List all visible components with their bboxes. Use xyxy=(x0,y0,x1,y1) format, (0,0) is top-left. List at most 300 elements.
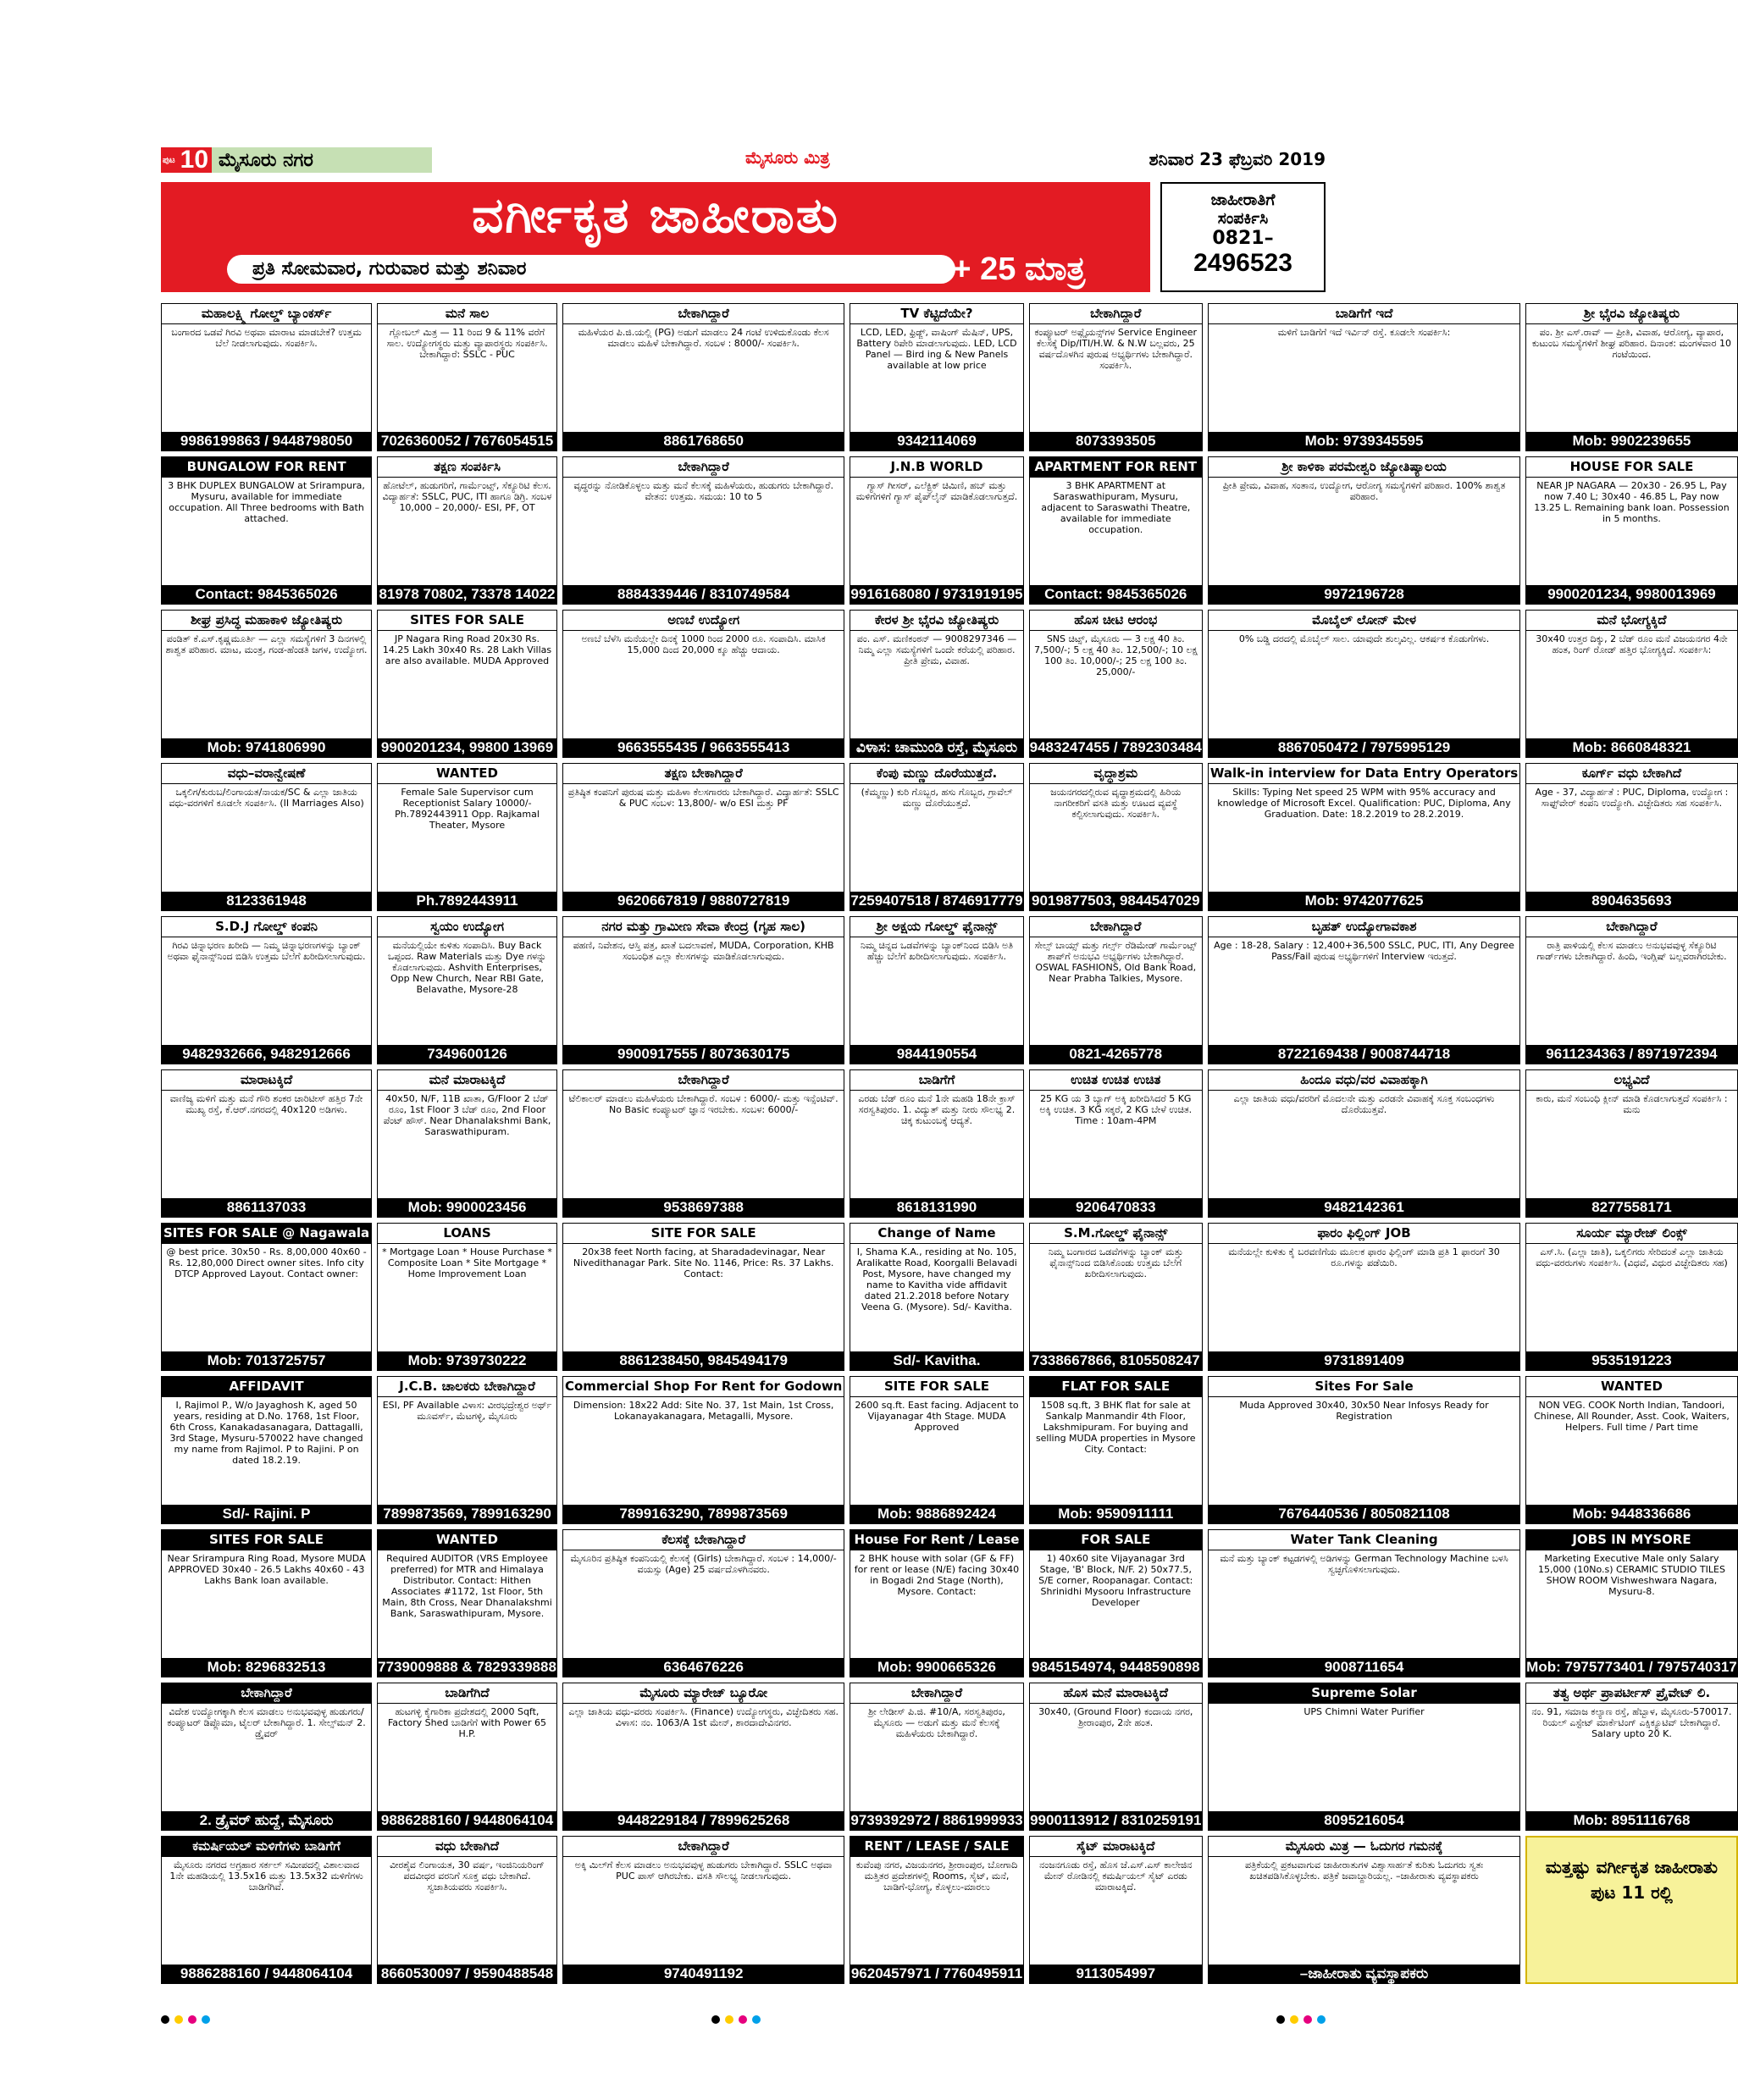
ad-title: SITE FOR SALE xyxy=(563,1224,844,1244)
ad-phone: 9620457971 / 7760495911 xyxy=(850,1965,1023,1981)
ad-title: ಬೃಹತ್ ಉದ್ಯೋಗಾವಕಾಶ xyxy=(1209,917,1519,937)
ad-phone: 6364676226 xyxy=(563,1658,844,1677)
ad-title: ಉಚಿತ ಉಚಿತ ಉಚಿತ xyxy=(1030,1070,1202,1091)
classified-ad xyxy=(1029,763,1203,911)
ad-phone: 9900113912 / 8310259191 xyxy=(1030,1812,1202,1828)
ad-phone: 9886288160 / 9448064104 xyxy=(162,1965,371,1983)
classified-ad xyxy=(1208,303,1520,451)
ad-body: ನಂಜನಗೂಡು ರಸ್ತೆ, ಹೊಸ ಜೆ.ಎಸ್.ಎಸ್ ಕಾಲೇಜಿನ ಮೇನ್ ರೋಡಿನಲ್ಲಿ ಕಮರ್ಷಿಯಲ್ ಸೈಟ್ ಎರಡು ಮಾರಾಟಕ್ಕಿದೆ. xyxy=(1039,1860,1193,1893)
ad-body: ಶ್ರೀ ಲೇಡೀಸ್ ಪಿ.ಜಿ. #10/A, ಸರಸ್ವತಿಪುರಂ, ಮೈಸೂರು — ಅಡುಗೆ ಮತ್ತು ಮನೆ ಕೆಲಸಕ್ಕೆ ಮಹಿಳೆಯರು ಬೇಕಾಗಿದ್ದಾರೆ. xyxy=(868,1706,1005,1739)
registration-dot xyxy=(1304,2015,1312,2024)
ad-body: ಜಯನಗರದಲ್ಲಿರುವ ವೃದ್ಧಾಶ್ರಮದಲ್ಲಿ ಹಿರಿಯ ನಾಗರೀಕರಿಗೆ ವಸತಿ ಮತ್ತು ಊಟದ ವ್ಯವಸ್ಥೆ ಕಲ್ಪಿಸಲಾಗುವುದು. ಸಂಪರ್ಕಿಸಿ. xyxy=(1050,787,1182,820)
classified-ad xyxy=(1029,1069,1203,1218)
ad-title: ಲಭ್ಯವಿದೆ xyxy=(1526,1070,1737,1091)
ad-body: ನಿಮ್ಮ ಬಂಗಾರದ ಒಡವೆಗಳನ್ನು ಬ್ಯಾಂಕ್ ಮತ್ತು ಫೈನಾನ್ಸ್‌ನಿಂದ ಬಿಡಿಸಿಕೊಂಡು ಉತ್ತಮ ಬೆಲೆಗೆ ಖರೀದಿಸಲಾಗುವುದು. xyxy=(1048,1246,1183,1279)
ad-body: 2600 sq.ft. East facing. Adjacent to Vijayanagar 4th Stage. MUDA Approved xyxy=(855,1400,1019,1433)
ad-title: SITES FOR SALE @ Nagawala xyxy=(162,1224,371,1244)
ad-title: ಹಿಂದೂ ವಧು/ವರ ವಿವಾಹಕ್ಕಾಗಿ xyxy=(1209,1070,1519,1091)
classified-ad xyxy=(1525,1836,1738,1984)
ad-title: ನಗರ ಮತ್ತು ಗ್ರಾಮೀಣ ಸೇವಾ ಕೇಂದ್ರ (ಗೃಹ ಸಾಲ) xyxy=(563,917,844,937)
ad-phone: 7739009888 & 7829339888 xyxy=(378,1659,556,1675)
classified-ad xyxy=(1029,1223,1203,1371)
ad-title: ಬೇಕಾಗಿದ್ದಾರೆ xyxy=(563,1837,844,1857)
classified-ad xyxy=(1525,1069,1738,1218)
ad-title: Water Tank Cleaning xyxy=(1209,1530,1519,1550)
ad-title: ಮೈಸೂರು ಮ್ಯಾರೇಜ್ ಬ್ಯೂರೋ xyxy=(563,1683,844,1704)
ad-title: ಬೇಕಾಗಿದ್ದಾರೆ xyxy=(850,1683,1022,1704)
ad-phone: 9535191223 xyxy=(1526,1351,1737,1370)
classified-ad xyxy=(1029,1683,1203,1831)
ad-phone: 9482142361 xyxy=(1209,1198,1519,1217)
ad-phone: Sd/- Kavitha. xyxy=(850,1351,1022,1370)
classified-ad xyxy=(562,1529,844,1677)
ad-title: ತತ್ವ ಅರ್ಥ ಪ್ರಾಪರ್ಟೀಸ್ ಪ್ರೈವೇಟ್ ಲಿ. xyxy=(1526,1683,1737,1704)
ad-title: ಬೇಕಾಗಿದ್ದಾರೆ xyxy=(563,457,844,478)
reg-dots-right xyxy=(1276,2015,1326,2024)
reg-dots-left xyxy=(161,2015,210,2024)
ad-phone: 7338667866, 8105508247 xyxy=(1030,1351,1202,1370)
ad-phone: 9972196728 xyxy=(1209,585,1519,604)
ad-body: LCD, LED, ಫ್ರಿಡ್ಜ್, ವಾಷಿಂಗ್ ಮೆಷಿನ್, UPS, Battery ರಿಪೇರಿ ಮಾಡಲಾಗುವುದು. LED, LCD Panel — Bird ing & New Panels available at low price xyxy=(856,327,1017,371)
ad-phone: 9448229184 / 7899625268 xyxy=(563,1811,844,1830)
ad-body: 0% ಬಡ್ಡಿ ದರದಲ್ಲಿ ಮೊಬೈಲ್ ಸಾಲ. ಯಾವುದೇ ಶುಲ್ಕವಿಲ್ಲ. ಆಕರ್ಷಕ ಕೊಡುಗೆಗಳು. xyxy=(1238,633,1490,644)
classified-ad xyxy=(1208,1376,1520,1524)
ad-title: FLAT FOR SALE xyxy=(1030,1377,1202,1397)
ad-phone: 8861768650 xyxy=(563,432,844,450)
ad-phone: 7899163290, 7899873569 xyxy=(563,1505,844,1523)
ad-title: ಸ್ವಯಂ ಉದ್ಯೋಗ xyxy=(378,917,556,937)
ad-title: J.C.B. ಚಾಲಕರು ಬೇಕಾಗಿದ್ದಾರೆ xyxy=(378,1377,556,1397)
ad-phone: 7259407518 / 8746917779 xyxy=(850,892,1023,909)
ad-body: ಬಂಗಾರದ ಒಡವೆ ಗಿರವಿ ಅಥವಾ ಮಾರಾಟ ಮಾಡಬೇಕೆ? ಉತ್ತಮ ಬೆಲೆ ನೀಡಲಾಗುವುದು. ಸಂಪರ್ಕಿಸಿ. xyxy=(171,327,362,349)
ad-phone: 9900201234, 9980013969 xyxy=(1526,585,1737,604)
ad-body: ಪಂಡಿತ್ ಕೆ.ಎಸ್.ಕೃಷ್ಣಮೂರ್ತಿ — ಎಲ್ಲಾ ಸಮಸ್ಯೆಗಳಿಗೆ 3 ದಿನಗಳಲ್ಲಿ ಶಾಶ್ವತ ಪರಿಹಾರ. ಮಾಟ, ಮಂತ್ರ, ಗಂಡ-ಹೆಂಡತಿ ಜಗಳ, ಉದ್ಯೋಗ. xyxy=(165,633,368,655)
ad-body: ವಾಣಿಜ್ಯ ಮಳಿಗೆ ಮತ್ತು ಮನೆ ಗೌರಿ ಶಂಕರ ಚಾರಿಟೀಸ್ ಹತ್ತಿರ 7ನೇ ಮುಖ್ಯ ರಸ್ತೆ, ಕೆ.ಆರ್.ನಗರದಲ್ಲಿ 40x120 ಅಡಿಗಳು. xyxy=(169,1093,363,1115)
ad-phone: Mob: 8951116768 xyxy=(1526,1811,1737,1830)
banner-price: ರೂ. 500 + 25 ಮಾತ್ರ xyxy=(834,251,1086,287)
ad-phone: ವಿಳಾಸ: ಚಾಮುಂಡಿ ರಸ್ತೆ, ಮೈಸೂರು xyxy=(850,738,1022,757)
classified-ad xyxy=(562,303,844,451)
classified-ad xyxy=(1525,610,1738,758)
ad-title: ಮನೆ ಮಾರಾಟಕ್ಕಿದೆ xyxy=(378,1070,556,1091)
classified-ad xyxy=(1029,1376,1203,1524)
ad-body: ಅಣಬೆ ಬೆಳೆಸಿ ಮನೆಯಲ್ಲೇ ದಿನಕ್ಕೆ 1000 ರಿಂದ 2000 ರೂ. ಸಂಪಾದಿಸಿ. ಮಾಸಿಕ 15,000 ದಿಂದ 20,000 ಕ್ಕೂ ಹೆಚ್ಚು ಆದಾಯ. xyxy=(581,633,826,655)
ad-body: Required AUDITOR (VRS Employee preferred) for MTR and Himalaya Distributor. Contact: Hithen Associates #1172, 1st Floor, 5th Main, 8th Cross, Near Dhanalakshmi Bank, Saraswathipuram, Mysore. xyxy=(382,1553,552,1619)
ad-phone: Mob: 8660848321 xyxy=(1526,738,1737,757)
ad-body: ಮೈಸೂರು ನಗರದ ಅಗ್ರಹಾರ ಸರ್ಕಲ್ ಸಮೀಪದಲ್ಲಿ ವಿಶಾಲವಾದ 1ನೇ ಮಹಡಿಯಲ್ಲಿ 13.5x16 ಮತ್ತು 13.5x32 ಮಳಿಗೆಗಳು ಬಾಡಿಗೆಗಿವೆ. xyxy=(169,1860,363,1893)
classified-ad xyxy=(161,1069,372,1218)
ad-phone: Contact: 9845365026 xyxy=(1030,585,1202,604)
ad-title: ವಧು ಬೇಕಾಗಿದೆ xyxy=(378,1837,556,1857)
classified-ad xyxy=(377,610,557,758)
ad-title: BUNGALOW FOR RENT xyxy=(162,457,371,478)
ad-phone: 9482932666, 9482912666 xyxy=(162,1045,371,1064)
ad-body: JP Nagara Ring Road 20x30 Rs. 14.25 Lakh 30x40 Rs. 28 Lakh Villas are also available. MUDA Approved xyxy=(382,633,552,666)
ad-title: LOANS xyxy=(378,1224,556,1244)
classified-ad xyxy=(850,1683,1023,1831)
ad-body: 1) 40x60 site Vijayanagar 3rd Stage, 'B' Block, N/F. 2) 50x77.5, S/E corner, Roopanagar. Contact: Shrinidhi Mysooru Infrastructure Developer xyxy=(1038,1553,1193,1608)
classified-ad xyxy=(1029,1529,1203,1677)
classified-ad xyxy=(161,1376,372,1524)
registration-dot xyxy=(202,2015,210,2024)
classified-ad xyxy=(1525,1376,1738,1524)
ad-title: S.D.J ಗೋಲ್ಡ್ ಕಂಪನಿ xyxy=(162,917,371,937)
section-name: ಮೈಸೂರು ನಗರ xyxy=(219,149,313,171)
classified-ad xyxy=(161,1836,372,1984)
ad-body: ಪತ್ರಿಕೆಯಲ್ಲಿ ಪ್ರಕಟವಾಗುವ ಜಾಹೀರಾತುಗಳ ವಿಶ್ವಾಸಾರ್ಹತೆ ಕುರಿತು ಓದುಗರು ಸ್ವತಃ ಖಚಿತಪಡಿಸಿಕೊಳ್ಳಬೇಕು. ಪತ್ರಿಕೆ ಜವಾಬ್ದಾರಿಯಲ್ಲ. –ಜಾಹೀರಾತು ವ್ಯವಸ್ಥಾಪಕರು xyxy=(1245,1860,1484,1882)
registration-dot xyxy=(711,2015,720,2024)
classified-ad xyxy=(161,456,372,605)
ad-body: ಮಹಿಳೆಯರ ಪಿ.ಜಿ.ಯಲ್ಲಿ (PG) ಅಡುಗೆ ಮಾಡಲು 24 ಗಂಟೆ ಉಳಿದುಕೊಂಡು ಕೆಲಸ ಮಾಡಲು ಮಹಿಳೆ ಬೇಕಾಗಿದ್ದಾರೆ. ಸಂಬಳ : 8000/- ಸಂಪರ್ಕಿಸಿ. xyxy=(578,327,829,349)
ad-phone: 8867050472 / 7975995129 xyxy=(1209,738,1519,757)
ad-phone: Mob: 9739345595 xyxy=(1209,432,1519,450)
classified-ad xyxy=(850,1069,1023,1218)
ad-phone: 8904635693 xyxy=(1526,892,1737,910)
ad-phone: 8123361948 xyxy=(162,892,371,910)
ad-body: ಹುಟಗಳ್ಳಿ ಕೈಗಾರಿಕಾ ಪ್ರದೇಶದಲ್ಲಿ 2000 Sqft, Factory Shed ಬಾಡಿಗೆಗೆ with Power 65 H.P. xyxy=(387,1706,547,1739)
ad-title: ಬೇಕಾಗಿದ್ದಾರೆ xyxy=(563,304,844,324)
ad-body: Skills: Typing Net speed 25 WPM with 95% accuracy and knowledge of Microsoft Excel. Qualification: PUC, Diploma, Any Graduation. Date: 18.2.2019 to 28.2.2019. xyxy=(1217,787,1511,820)
ad-body: ಮನೆಯಲ್ಲಿಯೇ ಕುಳಿತು ಸಂಪಾದಿಸಿ. Buy Back ಒಪ್ಪಂದ. Raw Materials ಮತ್ತು Dye ಗಳನ್ನು ಕೊಡಲಾಗುವುದು. Ashvith Enterprises, Opp New Church, Near RBI Gate, Belavathe, Mysore-28 xyxy=(387,940,547,995)
ad-title: S.M.ಗೋಲ್ಡ್ ಫೈನಾನ್ಸ್ xyxy=(1030,1224,1202,1244)
classified-ad xyxy=(850,763,1023,911)
ad-body: SNS ಚಿಟ್ಸ್, ಮೈಸೂರು — 3 ಲಕ್ಷ 40 ತಿಂ. 7,500/-; 5 ಲಕ್ಷ 40 ತಿಂ. 12,500/-; 10 ಲಕ್ಷ 100 ತಿಂ. 10,000/-; 25 ಲಕ್ಷ 100 ತಿಂ. 25,000/- xyxy=(1033,633,1198,677)
ad-body: 30x40 ಉತ್ತರ ದಿಕ್ಕು, 2 ಬೆಡ್ ರೂಂ ಮನೆ ವಿಜಯನಗರ 4ನೇ ಹಂತ, ರಿಂಗ್ ರೋಡ್ ಹತ್ತಿರ ಭೋಗ್ಯಕ್ಕಿದೆ. ಸಂಪರ್ಕಿಸಿ: xyxy=(1536,633,1728,655)
ad-title: JOBS IN MYSORE xyxy=(1526,1530,1737,1550)
ad-phone: 7899873569, 7899163290 xyxy=(378,1505,556,1523)
ad-phone: 9900201234, 99800 13969 xyxy=(378,738,556,757)
masthead: ಮೈಸೂರು ಮಿತ್ರ xyxy=(745,147,830,168)
classified-ad xyxy=(850,303,1023,451)
ad-body: ಮನೆಯಲ್ಲೇ ಕುಳಿತು ಕೈ ಬರವಣಿಗೆಯ ಮೂಲಕ ಫಾರಂ ಫಿಲ್ಲಿಂಗ್ ಮಾಡಿ ಪ್ರತಿ 1 ಫಾರಂಗೆ 30 ರೂ.ಗಳನ್ನು ಪಡೆಯಿರಿ. xyxy=(1228,1246,1500,1268)
contact-line-3: 0821– xyxy=(1212,228,1274,249)
page-section-box xyxy=(161,147,432,173)
ad-phone: Mob: 7975773401 / 7975740317 xyxy=(1526,1659,1737,1675)
classified-ad xyxy=(1208,916,1520,1064)
ad-title: ಬಾಡಿಗೆಗಿದೆ xyxy=(378,1683,556,1704)
ad-phone: 9113054997 xyxy=(1030,1965,1202,1983)
ad-phone: 7026360052 / 7676054515 xyxy=(378,432,556,450)
classified-ad xyxy=(1525,456,1738,605)
registration-dot xyxy=(1290,2015,1298,2024)
registration-dot xyxy=(174,2015,183,2024)
ad-body: ನಿಮ್ಮ ಚಿನ್ನದ ಒಡವೆಗಳನ್ನು ಬ್ಯಾಂಕ್‌ನಿಂದ ಬಿಡಿಸಿ ಅತಿ ಹೆಚ್ಚು ಬೆಲೆಗೆ ಖರೀದಿಸಲಾಗುವುದು. ಸಂಪರ್ಕಿಸಿ. xyxy=(860,940,1014,962)
ad-title: ಶೀಘ್ರ ಪ್ರಸಿದ್ಧ ಮಹಾಕಾಳಿ ಜ್ಯೋತಿಷ್ಯರು xyxy=(162,611,371,631)
ad-body: UPS Chimni Water Purifier xyxy=(1304,1706,1425,1717)
ad-body: ಎರಡು ಬೆಡ್ ರೂಂ ಮನೆ 1ನೇ ಮಹಡಿ 18ನೇ ಕ್ರಾಸ್ ಸರಸ್ವತಿಪುರಂ. 1. ವಿದ್ಯುತ್ ಮತ್ತು ನೀರು ಸೌಲಭ್ಯ 2. ಚಿಕ್ಕ ಕುಟುಂಬಕ್ಕೆ ಆದ್ಯತೆ. xyxy=(858,1093,1016,1126)
classified-ad xyxy=(377,916,557,1064)
reg-dots-middle xyxy=(711,2015,761,2024)
ad-title: ಕಮರ್ಷಿಯಲ್ ಮಳಿಗೆಗಳು ಬಾಡಿಗೆಗೆ xyxy=(162,1837,371,1857)
ad-title: TV ಕೆಟ್ಟಿದೆಯೇ? xyxy=(850,304,1022,324)
ad-title: ಹೊಸ ಚೀಟಿ ಆರಂಭ xyxy=(1030,611,1202,631)
ad-body: ಕಾರು, ಮನೆ ಸಂಬಂಧಿ ಕ್ಲೀನ್ ಮಾಡಿ ಕೊಡಲಾಗುತ್ತದೆ ಸಂಪರ್ಕಿಸಿ : ಮನು xyxy=(1536,1093,1728,1115)
ad-body: Muda Approved 30x40, 30x50 Near Infosys Ready for Registration xyxy=(1239,1400,1489,1422)
classifieds-banner xyxy=(161,182,1150,292)
classified-ad xyxy=(1208,456,1520,605)
classified-ad xyxy=(377,1223,557,1371)
ad-body: ಗ್ಲೋಬಲ್ ಮಿತ್ರ — 11 ರಿಂದ 9 & 11% ವರೆಗೆ ಸಾಲ. ಉದ್ಯೋಗಸ್ಥರು ಮತ್ತು ವ್ಯಾಪಾರಸ್ಥರು ಸಂಪರ್ಕಿಸಿ. ಬೇಕಾಗಿದ್ದಾರೆ: SSLC - PUC xyxy=(386,327,548,360)
ad-title: ಕೇರಳ ಶ್ರೀ ಭೈರವಿ ಜ್ಯೋತಿಷ್ಯರು xyxy=(850,611,1022,631)
ad-body: ಪ್ರತಿಷ್ಠಿತ ಕಂಪನಿಗೆ ಪುರುಷ ಮತ್ತು ಮಹಿಳಾ ಕೆಲಸಗಾರರು ಬೇಕಾಗಿದ್ದಾರೆ. ವಿದ್ಯಾರ್ಹತೆ: SSLC & PUC ಸಂಬಳ: 13,800/- w/o ESI ಮತ್ತು PF xyxy=(567,787,839,809)
ad-title: ವಧು–ವರಾನ್ವೇಷಣೆ xyxy=(162,764,371,784)
classified-ad xyxy=(161,1223,372,1371)
classified-ad xyxy=(377,1683,557,1831)
ad-title: ಬಾಡಿಗೆಗೆ ಇದೆ xyxy=(1209,304,1519,324)
ad-phone: 8660530097 / 9590488548 xyxy=(378,1965,556,1983)
ad-phone: 8861137033 xyxy=(162,1198,371,1217)
ad-title: ಮೊಬೈಲ್ ಲೋನ್ ಮೇಳ xyxy=(1209,611,1519,631)
ad-contact-box xyxy=(1160,182,1326,292)
ad-phone: 9845154974, 9448590898 xyxy=(1030,1658,1202,1677)
ad-title: RENT / LEASE / SALE xyxy=(850,1837,1022,1857)
classified-ad xyxy=(1525,303,1738,451)
ad-body: ರಾತ್ರಿ ಪಾಳಿಯಲ್ಲಿ ಕೆಲಸ ಮಾಡಲು ಅನುಭವವುಳ್ಳ ಸೆಕ್ಯೂರಿಟಿ ಗಾರ್ಡ್‌ಗಳು ಬೇಕಾಗಿದ್ದಾರೆ. ಹಿಂದಿ, ಇಂಗ್ಲಿಷ್ ಬಲ್ಲವರಾಗಿರಬೇಕು. xyxy=(1536,940,1727,962)
classified-ad xyxy=(377,1376,557,1524)
contact-phone: 2496523 xyxy=(1193,249,1292,277)
classified-ad xyxy=(377,1529,557,1677)
classified-ad xyxy=(562,1683,844,1831)
ad-phone: 8618131990 xyxy=(850,1198,1022,1217)
classified-ad xyxy=(1525,916,1738,1064)
ad-phone: 9620667819 / 9880727819 xyxy=(563,892,844,910)
ad-body: Near Srirampura Ring Road, Mysore MUDA APPROVED 30x40 - 26.5 Lakhs 40x60 - 43 Lakhs Bank loan available. xyxy=(167,1553,366,1586)
ad-body: Age - 37, ವಿದ್ಯಾರ್ಹತೆ : PUC, Diploma, ಉದ್ಯೋಗ : ಸಾಫ್ಟ್‌ವೇರ್ ಕಂಪನಿ ಉದ್ಯೋಗಿ. ವಿಚ್ಛೇದಿತರು ಸಹ ಸಂಪರ್ಕಿಸಿ. xyxy=(1535,787,1729,809)
ad-phone: 9900917555 / 8073630175 xyxy=(563,1045,844,1064)
ad-body: ಪಂ. ಎಸ್. ಮಣಿಕಂಠನ್ — 9008297346 — ನಿಮ್ಮ ಎಲ್ಲಾ ಸಮಸ್ಯೆಗಳಿಗೆ ಒಂದೇ ಕರೆಯಲ್ಲಿ ಪರಿಹಾರ. ಪ್ರೀತಿ ಪ್ರೇಮ, ವಿವಾಹ. xyxy=(856,633,1017,666)
ad-title: ತಕ್ಷಣ ಸಂಪರ್ಕಿಸಿ xyxy=(378,457,556,478)
ad-body: 40x50, N/F, 11B ಖಾತಾ, G/Floor 2 ಬೆಡ್ ರೂಂ, 1st Floor 3 ಬೆಡ್ ರೂಂ, 2nd Floor ಪೆಂಟ್ ಹೌಸ್. Near Dhanalakshmi Bank, Saraswathipuram. xyxy=(383,1093,551,1137)
ad-body: ಎಲ್ಲಾ ಜಾತಿಯ ವಧು-ವರರು ಸಂಪರ್ಕಿಸಿ. (Finance) ಉದ್ಯೋಗಸ್ಥರು, ವಿಚ್ಛೇದಿತರು ಸಹ. ವಿಳಾಸ: ನಂ. 1063/A 1st ಮೇನ್, ಶಾರದಾದೇವಿನಗರ. xyxy=(568,1706,839,1728)
classified-ad xyxy=(850,1223,1023,1371)
ad-phone: –ಜಾಹೀರಾತು ವ್ಯವಸ್ಥಾಪಕರು xyxy=(1209,1965,1519,1983)
ad-body: ಮಳಿಗೆ ಬಾಡಿಗೆಗೆ ಇದೆ ಇರ್ವಿನ್ ರಸ್ತೆ. ಕೂಡಲೇ ಸಂಪರ್ಕಿಸಿ: xyxy=(1277,327,1451,338)
classified-ad xyxy=(1525,1529,1738,1677)
ad-body: ವೀರಶೈವ ಲಿಂಗಾಯತ, 30 ವರ್ಷ, ಇಂಜಿನಿಯರಿಂಗ್ ಪದವೀಧರ ವರನಿಗೆ ಸೂಕ್ತ ವಧು ಬೇಕಾಗಿದೆ. ಸ್ವಜಾತಿಯವರು ಸಂಪರ್ಕಿಸಿ. xyxy=(390,1860,545,1893)
classified-ad xyxy=(377,1069,557,1218)
ad-phone: 9739392972 / 8861999933 xyxy=(850,1812,1023,1828)
ad-phone: 81978 70802, 73378 14022 xyxy=(379,586,556,602)
ad-title: ಮಾರಾಟಕ್ಕಿದೆ xyxy=(162,1070,371,1091)
ad-phone: 9538697388 xyxy=(563,1198,844,1217)
ad-body: 25 KG ಯ 3 ಬ್ಯಾಗ್ ಅಕ್ಕಿ ಖರೀದಿಸಿದರೆ 5 KG ಅಕ್ಕಿ ಉಚಿತ. 3 KG ಸಕ್ಕರೆ, 2 KG ಬೇಳೆ ಉಚಿತ. Time : 10am-4PM xyxy=(1039,1093,1193,1126)
ad-title: ವೃದ್ಧಾಶ್ರಮ xyxy=(1030,764,1202,784)
ad-title: ಶ್ರೀ ಭೈರವಿ ಜ್ಯೋತಿಷ್ಯರು xyxy=(1526,304,1737,324)
classified-ad xyxy=(1208,1069,1520,1218)
ad-phone: 9342114069 xyxy=(850,432,1022,450)
ad-phone: 9008711654 xyxy=(1209,1658,1519,1677)
ad-title: ಮನೆ ಸಾಲ xyxy=(378,304,556,324)
ad-body: I, Rajimol P., W/o Jayaghosh K, aged 50 years, residing at D.No. 1768, 1st Floor, 6th Cross, Kanakadasanagara, Dattagalli, 3rd Stage, Mysuru-570022 have changed my name from Rajimol. P to Rajini. P on dated 18.2.19. xyxy=(169,1400,363,1466)
classified-ad xyxy=(1029,303,1203,451)
ad-body: ಮನೆ ಮತ್ತು ಬ್ಯಾಂಕ್ ಕಟ್ಟಡಗಳಲ್ಲಿ ಅಡಿಗಳನ್ನು German Technology Machine ಬಳಸಿ ಸ್ವಚ್ಛಗೊಳಿಸಲಾಗುವುದು. xyxy=(1220,1553,1508,1575)
ad-phone: 9886288160 / 9448064104 xyxy=(378,1811,556,1830)
ad-phone: 9986199863 / 9448798050 xyxy=(162,432,371,450)
page-header xyxy=(161,144,1326,176)
ad-body: ವೃದ್ಧರನ್ನು ನೋಡಿಕೊಳ್ಳಲು ಮತ್ತು ಮನೆ ಕೆಲಸಕ್ಕೆ ಮಹಿಳೆಯರು, ಹುಡುಗರು ಬೇಕಾಗಿದ್ದಾರೆ. ವೇತನ: ಉತ್ತಮ. ಸಮಯ: 10 to 5 xyxy=(573,480,833,502)
ad-title: ಮನೆ ಭೋಗ್ಯಕ್ಕಿದೆ xyxy=(1526,611,1737,631)
ad-body: ಎಲ್ಲಾ ಜಾತಿಯ ವಧು/ವರರಿಗೆ ಮೊದಲನೇ ಮತ್ತು ಎರಡನೇ ವಿವಾಹಕ್ಕೆ ಸೂಕ್ತ ಸಂಬಂಧಗಳು ದೊರೆಯುತ್ತವೆ. xyxy=(1233,1093,1495,1115)
ad-body: ಒಕ್ಕಲಿಗ/ಕುರುಬ/ಲಿಂಗಾಯತ/ನಾಯಕ/SC & ಎಲ್ಲಾ ಜಾತಿಯ ವಧು-ವರಗಳಿಗೆ ಕೂಡಲೇ ಸಂಪರ್ಕಿಸಿ. (II Marriages Also) xyxy=(169,787,364,809)
ad-phone: Mob: 9902239655 xyxy=(1526,432,1737,450)
ad-title: ಬೇಕಾಗಿದ್ದಾರೆ xyxy=(162,1683,371,1704)
ad-title: Walk-in interview for Data Entry Operators xyxy=(1209,764,1519,784)
ad-phone: 8095216054 xyxy=(1209,1811,1519,1830)
classified-ads-grid xyxy=(161,303,1737,1984)
ad-body: ಮತ್ತಷ್ಟು ವರ್ಗೀಕೃತ ಜಾಹೀರಾತು ಪುಟ 11 ರಲ್ಲಿ xyxy=(1545,1857,1718,1903)
ad-phone: 9019877503, 9844547029 xyxy=(1030,892,1202,910)
ad-body: 3 BHK DUPLEX BUNGALOW at Srirampura, Mysuru, available for immediate occupation. All Three bedrooms with Bath attached. xyxy=(168,480,365,524)
registration-dot xyxy=(725,2015,733,2024)
page-label: ಪುಟ xyxy=(161,147,177,173)
classified-ad xyxy=(1525,1683,1738,1831)
ad-title: WANTED xyxy=(378,764,556,784)
banner-title: ವರ್ಗೀಕೃತ ಜಾಹೀರಾತು xyxy=(472,186,839,244)
ad-body: I, Shama K.A., residing at No. 105, Aralikatte Road, Koorgalli Belavadi Post, Mysore, have changed my name to Kavitha vide affidavit dated 21.2.2018 before Notary Veena G. (Mysore). Sd/- Kavitha. xyxy=(856,1246,1017,1312)
ad-phone: 8722169438 / 9008744718 xyxy=(1209,1045,1519,1064)
registration-dot xyxy=(188,2015,196,2024)
ad-phone: 8073393505 xyxy=(1030,432,1202,450)
classified-ad xyxy=(850,1376,1023,1524)
ad-body: ನಂ. 91, ಸಮಾಜ ಕಲ್ಯಾಣ ರಸ್ತೆ, ಹೆಬ್ಬಾಳ, ಮೈಸೂರು-570017. ರಿಯಲ್ ಎಸ್ಟೇಟ್ ಮಾರ್ಕೆಟಿಂಗ್ ಎಕ್ಸಿಕ್ಯೂಟಿವ್ ಬೇಕಾಗಿದ್ದಾರೆ. Salary upto 20 K. xyxy=(1531,1706,1732,1739)
ad-title: ಕೆಂಪು ಮಣ್ಣು ದೊರೆಯುತ್ತದೆ. xyxy=(850,764,1022,784)
registration-dot xyxy=(752,2015,761,2024)
classified-ad xyxy=(161,916,372,1064)
ad-title: ಮೈಸೂರು ಮಿತ್ರ — ಓದುಗರ ಗಮನಕ್ಕೆ xyxy=(1209,1837,1519,1857)
ad-title: APARTMENT FOR RENT xyxy=(1030,457,1202,478)
ad-body: ಪಂ. ಶ್ರೀ ಎಸ್.ರಾವ್ — ಪ್ರೀತಿ, ವಿವಾಹ, ಆರೋಗ್ಯ, ವ್ಯಾಪಾರ, ಕುಟುಂಬ ಸಮಸ್ಯೆಗಳಿಗೆ ಶೀಘ್ರ ಪರಿಹಾರ. ದಿನಾಂಕ: ಮಂಗಳವಾರ 10 ಗಂಟೆಯಿಂದ. xyxy=(1531,327,1732,360)
ad-phone: Mob: 9900665326 xyxy=(850,1658,1022,1677)
ad-phone: Mob: 9448336686 xyxy=(1526,1505,1737,1523)
classified-ad xyxy=(562,1836,844,1984)
classified-ad xyxy=(1029,916,1203,1064)
ad-phone: 8884339446 / 8310749584 xyxy=(563,585,844,604)
ad-body: Age : 18-28, Salary : 12,400+36,500 SSLC, PUC, ITI, Any Degree Pass/Fail ಪುರುಷ ಅಭ್ಯರ್ಥಿಗಳಿಗೆ Interview ಇರುತ್ತದೆ. xyxy=(1214,940,1514,962)
ad-title: ತಕ್ಷಣ ಬೇಕಾಗಿದ್ದಾರೆ xyxy=(563,764,844,784)
ad-phone: Mob: 8296832513 xyxy=(162,1658,371,1677)
classified-ad xyxy=(1208,610,1520,758)
classified-ad xyxy=(1208,1683,1520,1831)
classified-ad xyxy=(562,1069,844,1218)
ad-body: ಸೇಲ್ಸ್ ಬಾಯ್ಸ್ ಮತ್ತು ಗರ್ಲ್ಸ್ ರೆಡಿಮೇಡ್ ಗಾರ್ಮೆಂಟ್ಸ್ ಶಾಪ್‌ಗೆ ಅನುಭವಿ ಅಭ್ಯರ್ಥಿಗಳು ಬೇಕಾಗಿದ್ದಾರೆ. OSWAL FASHIONS, Old Bank Road, Near Prabha Talkies, Mysore. xyxy=(1034,940,1198,984)
ad-phone: 8861238450, 9845494179 xyxy=(563,1351,844,1370)
date-line: ಶನಿವಾರ 23 ಫೆಬ್ರವರಿ 2019 xyxy=(1149,149,1326,169)
ad-body: ಹೋಟೆಲ್, ಹುಡುಗರಿಗೆ, ಗಾರ್ಮೆಂಟ್ಸ್, ಸೆಕ್ಯೂರಿಟಿ ಕೆಲಸ. ವಿದ್ಯಾರ್ಹತೆ: SSLC, PUC, ITI ಹಾಗೂ ಡಿಗ್ರಿ. ಸಂಬಳ 10,000 – 20,000/- ESI, PF, OT xyxy=(382,480,552,513)
ad-title: WANTED xyxy=(1526,1377,1737,1397)
ad-title: SITES FOR SALE xyxy=(162,1530,371,1550)
classified-ad xyxy=(1208,1223,1520,1371)
ad-title: SITE FOR SALE xyxy=(850,1377,1022,1397)
ad-phone: 9483247455 / 7892303484 xyxy=(1029,739,1202,755)
registration-dot xyxy=(1317,2015,1326,2024)
ad-phone: Mob: 9590911111 xyxy=(1030,1505,1202,1523)
ad-title: Commercial Shop For Rent for Godown xyxy=(563,1377,844,1397)
ad-body: Dimension: 18x22 Add: Site No. 37, 1st Main, 1st Cross, Lokanayakanagara, Metagalli, Mysore. xyxy=(573,1400,834,1422)
ad-phone: 9206470833 xyxy=(1030,1198,1202,1217)
ad-title: ಬಾಡಿಗೆಗೆ xyxy=(850,1070,1022,1091)
ad-body: ಟೆಲಿಕಾಲರ್ ಮಾಡಲು ಮಹಿಳೆಯರು ಬೇಕಾಗಿದ್ದಾರೆ. ಸಂಬಳ : 6000/- ಮತ್ತು ಇನ್ಸೆಂಟಿವ್. No Basic ಕಂಪ್ಯೂಟರ್ ಜ್ಞಾನ ಇರಬೇಕು. ಸಂಬಳ: 6000/- xyxy=(568,1093,839,1115)
classified-ad xyxy=(1029,456,1203,605)
classified-ad xyxy=(377,303,557,451)
classified-ad xyxy=(562,610,844,758)
classified-ad xyxy=(377,763,557,911)
ad-title: ಫಾರಂ ಫಿಲ್ಲಿಂಗ್ JOB xyxy=(1209,1224,1519,1244)
classified-ad xyxy=(377,456,557,605)
ad-phone: 7349600126 xyxy=(378,1045,556,1064)
ad-title: ಸೂರ್ಯ ಮ್ಯಾರೇಜ್ ಲಿಂಕ್ಸ್ xyxy=(1526,1224,1737,1244)
ad-phone: Mob: 9739730222 xyxy=(378,1351,556,1370)
classified-ad xyxy=(850,1529,1023,1677)
classified-ad xyxy=(850,1836,1023,1984)
ad-phone: 9611234363 / 8971972394 xyxy=(1526,1045,1737,1064)
ad-body: * Mortgage Loan * House Purchase * Composite Loan * Site Mortgage * Home Improvement Loan xyxy=(382,1246,552,1279)
classified-ad xyxy=(562,763,844,911)
ad-title: ಹೊಸ ಮನೆ ಮಾರಾಟಕ್ಕಿದೆ xyxy=(1030,1683,1202,1704)
ad-body: Female Sale Supervisor cum Receptionist Salary 10000/- Ph.7892443911 Opp. Rajkamal Theater, Mysore xyxy=(395,787,540,831)
classified-ad xyxy=(562,1223,844,1371)
ad-body: ವಿದೇಶ ಉದ್ಯೋಗಕ್ಕಾಗಿ ಕೆಲಸ ಮಾಡಲು ಅನುಭವವುಳ್ಳ ಹುಡುಗರು/ಕಂಪ್ಯೂಟರ್ ಡಿಪ್ಲೊಮಾ, ಟೈಲರ್ ಬೇಕಾಗಿದ್ದಾರೆ. 1. ಸೇಲ್ಸ್‌ಮನ್ 2. ಡ್ರೈವರ್ xyxy=(167,1706,366,1739)
classified-ad xyxy=(1525,763,1738,911)
ad-body: 3 BHK APARTMENT at Saraswathipuram, Mysuru, adjacent to Saraswathi Theatre, available for immediate occupation. xyxy=(1041,480,1191,535)
ad-phone: 0821-4265778 xyxy=(1030,1045,1202,1064)
ad-title: FOR SALE xyxy=(1030,1530,1202,1550)
ad-body: Marketing Executive Male only Salary 15,000 (10No.s) CERAMIC STUDIO TILES SHOW ROOM Vishweshwara Nagara, Mysuru-8. xyxy=(1537,1553,1725,1597)
ad-body: ಪ್ರೀತಿ ಪ್ರೇಮ, ವಿವಾಹ, ಸಂತಾನ, ಉದ್ಯೋಗ, ಆರೋಗ್ಯ ಸಮಸ್ಯೆಗಳಿಗೆ ಪರಿಹಾರ. 100% ಶಾಶ್ವತ ಪರಿಹಾರ. xyxy=(1222,480,1506,502)
ad-body: @ best price. 30x50 - Rs. 8,00,000 40x60 - Rs. 12,80,000 Direct owner sites. Info city DTCP Approved Layout. Contact owner: xyxy=(166,1246,367,1279)
classified-ad xyxy=(1208,763,1520,911)
classified-ad xyxy=(1029,610,1203,758)
classified-ad xyxy=(161,763,372,911)
contact-line-1: ಜಾಹೀರಾತಿಗೆ xyxy=(1210,191,1276,209)
classified-ad xyxy=(161,1683,372,1831)
ad-body: ಪಹಣಿ, ನಿವೇಶನ, ಆಸ್ತಿ ಪತ್ರ, ಖಾತೆ ಬದಲಾವಣೆ, MUDA, Corporation, KHB ಸಂಬಂಧಿತ ಎಲ್ಲಾ ಕೆಲಸಗಳನ್ನು ಮಾಡಿಕೊಡಲಾಗುವುದು. xyxy=(573,940,834,962)
ad-body: ಕುವೆಂಪು ನಗರ, ವಿಜಯನಗರ, ಶ್ರೀರಾಂಪುರ, ಬೋಗಾದಿ ಮತ್ತಿತರ ಪ್ರದೇಶಗಳಲ್ಲಿ Rooms, ಸೈಟ್, ಮನೆ, ಬಾಡಿಗೆ-ಭೋಗ್ಯ, ಕೊಳ್ಳಲು-ಮಾರಲು xyxy=(855,1860,1018,1893)
ad-title: ಬೇಕಾಗಿದ್ದಾರೆ xyxy=(1030,304,1202,324)
ad-title: Supreme Solar xyxy=(1209,1683,1519,1704)
ad-phone: Mob: 9900023456 xyxy=(378,1198,556,1217)
banner-days: ಪ್ರತಿ ಸೋಮವಾರ, ಗುರುವಾರ ಮತ್ತು ಶನಿವಾರ xyxy=(227,255,955,284)
ad-phone: 9731891409 xyxy=(1209,1351,1519,1370)
ad-phone: 9740491192 xyxy=(563,1965,844,1983)
ad-title: ಕೂರ್ಗ್ ವಧು ಬೇಕಾಗಿದೆ xyxy=(1526,764,1737,784)
classified-ad xyxy=(850,916,1023,1064)
ad-phone: 7676440536 / 8050821108 xyxy=(1209,1505,1519,1523)
classified-ad xyxy=(1208,1836,1520,1984)
ad-title: House For Rent / Lease xyxy=(850,1530,1022,1550)
ad-body: ಎಸ್.ಸಿ. (ಎಲ್ಲಾ ಜಾತಿ), ಒಕ್ಕಲಿಗರು ಸೇರಿದಂತೆ ಎಲ್ಲಾ ಜಾತಿಯ ವಧು-ವರರುಗಳು ಸಂಪರ್ಕಿಸಿ. (ವಿಧವೆ, ವಿಧುರ ವಿಚ್ಛೇದಿತರು ಸಹ) xyxy=(1536,1246,1728,1268)
ad-phone: 9844190554 xyxy=(850,1045,1022,1064)
ad-body: 20x38 feet North facing, at Sharadadevinagar, Near Nivedithanagar Park. Site No. 1146, Price: Rs. 37 Lakhs. Contact: xyxy=(573,1246,834,1279)
ad-body: ಗ್ಯಾಸ್ ಗೀಸರ್, ಎಲೆಕ್ಟ್ರಿಕ್ ಚಿಮಿಣಿ, ಹಬ್ ಮತ್ತು ಮಳಿಗೆಗಳಿಗೆ ಗ್ಯಾಸ್ ಪೈಪ್‌ಲೈನ್ ಮಾಡಿಕೊಡಲಾಗುತ್ತದೆ. xyxy=(855,480,1018,502)
ad-title: ಬೇಕಾಗಿದ್ದಾರೆ xyxy=(563,1070,844,1091)
classified-ad xyxy=(850,456,1023,605)
page-number: 10 xyxy=(177,147,212,173)
ad-title: ಬೇಕಾಗಿದ್ದಾರೆ xyxy=(1030,917,1202,937)
ad-body: ಅಕ್ಕಿ ಮಿಲ್‌ಗೆ ಕೆಲಸ ಮಾಡಲು ಅನುಭವವುಳ್ಳ ಹುಡುಗರು ಬೇಕಾಗಿದ್ದಾರೆ. SSLC ಅಥವಾ PUC ಪಾಸ್ ಆಗಿರಬೇಕು. ವಸತಿ ಸೌಲಭ್ಯ ನೀಡಲಾಗುವುದು. xyxy=(574,1860,833,1882)
ad-title: WANTED xyxy=(378,1530,556,1550)
ad-body: ESI, PF Available ವಿಳಾಸ: ವೀರಭದ್ರೇಶ್ವರ ಅರ್ಥ್ ಮೂವರ್ಸ್, ಮೆಟಗಳ್ಳಿ, ಮೈಸೂರು xyxy=(382,1400,552,1422)
ad-phone: Contact: 9845365026 xyxy=(162,585,371,604)
ad-body: (ಕೆಮ್ಮಣ್ಣು) ಕುರಿ ಗೊಬ್ಬರ, ಹಸು ಗೊಬ್ಬರ, ಗ್ರಾವೆಲ್ ಮಣ್ಣು ದೊರೆಯುತ್ತದೆ. xyxy=(861,787,1013,809)
ad-body: 2 BHK house with solar (GF & FF) for rent or lease (N/E) facing 30x40 in Bogadi 2nd Stage (North), Mysore. Contact: xyxy=(854,1553,1020,1597)
classified-ad xyxy=(377,1836,557,1984)
ad-title: ಮಹಾಲಕ್ಷ್ಮಿ ಗೋಲ್ಡ್ ಬ್ಯಾಂಕರ್ಸ್ xyxy=(162,304,371,324)
registration-marks xyxy=(161,2015,1326,2025)
ad-title: ಸೈಟ್ ಮಾರಾಟಕ್ಕಿದೆ xyxy=(1030,1837,1202,1857)
classified-ad xyxy=(1525,1223,1738,1371)
ad-phone: 9916168080 / 9731919195 xyxy=(850,586,1023,602)
ad-body: NON VEG. COOK North Indian, Tandoori, Chinese, All Rounder, Asst. Cook, Waiters, Helpers. Full time / Part time xyxy=(1534,1400,1730,1433)
